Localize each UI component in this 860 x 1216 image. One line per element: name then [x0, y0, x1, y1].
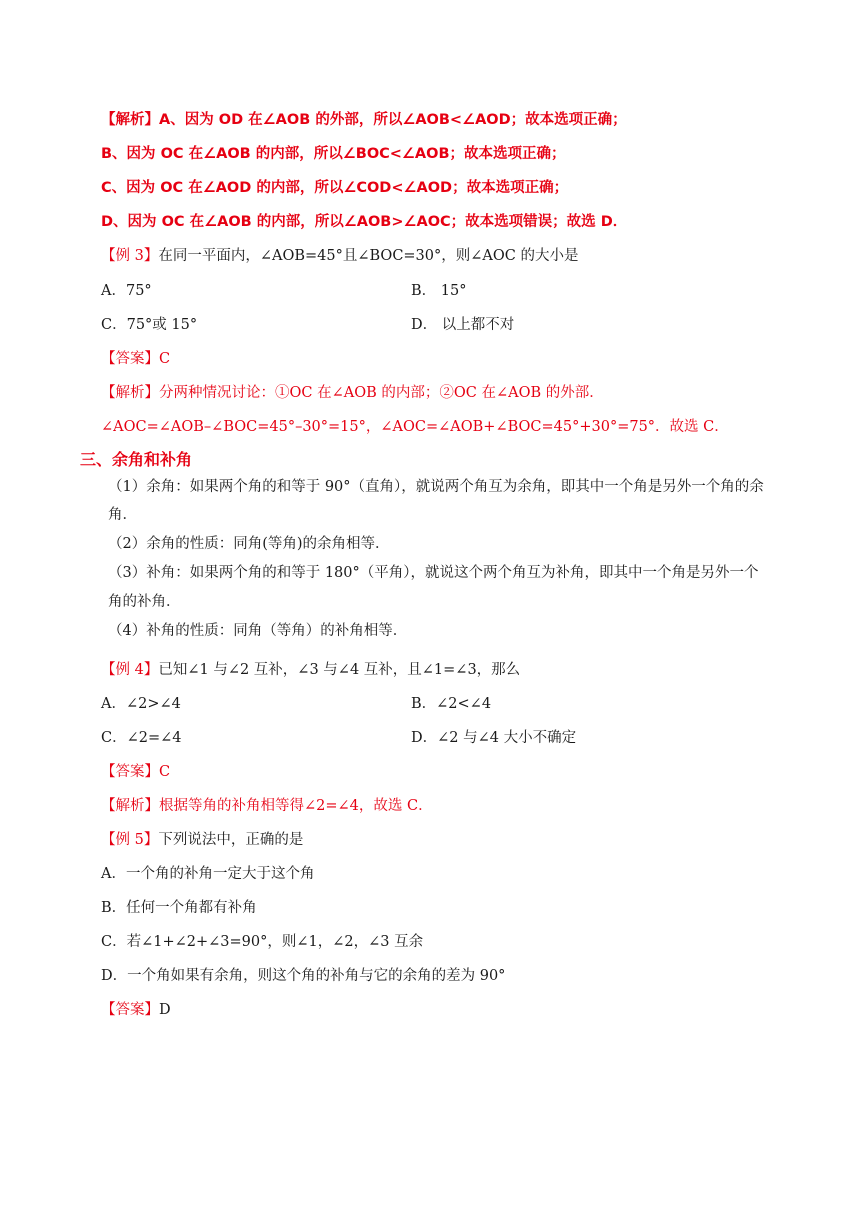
example-4-analysis-tag: 【解析】 [101, 798, 159, 814]
example-5-option-b: B．任何一个角都有补角 [101, 900, 257, 916]
example-4-answer [101, 762, 170, 782]
example-4-analysis-text: 根据等角的补角相等得∠2=∠4，故选 C． [159, 798, 433, 814]
example-3-option-a: A．75° [101, 283, 152, 299]
example-3-option-b: B． 15° [411, 283, 467, 299]
example-3-option-c: C．75°或 15° [101, 317, 198, 333]
example-4-answer-tag: 【答案】 [101, 764, 159, 780]
example-4-question [101, 660, 520, 680]
example-5-question [101, 830, 303, 850]
section-para-3a: （3）补角：如果两个角的和等于 180°（平角），就说这个两个角互为补角，即其中一个角是另外一个 [108, 565, 759, 581]
example-5-text: 下列说法中，正确的是 [158, 832, 304, 848]
example-4-option-d: D．∠2 与∠4 大小不确定 [411, 730, 577, 746]
example-3-question [101, 246, 578, 266]
example-3-analysis-2: ∠AOC=∠AOB–∠BOC=45°–30°=15°，∠AOC=∠AOB+∠BOC=45°+30°=75°．故选 C． [101, 419, 729, 435]
example-3-text: 在同一平面内，∠AOB=45°且∠BOC=30°，则∠AOC 的大小是 [158, 248, 579, 264]
example-5-tag: 【例 5】 [101, 832, 159, 848]
prev-analysis-line-3: C、因为 OC 在∠AOD 的内部，所以∠COD<∠AOD；故本选项正确； [101, 180, 569, 196]
example-3-answer-value: C [159, 351, 171, 367]
example-5-option-c: C．若∠1+∠2+∠3=90°，则∠1，∠2，∠3 互余 [101, 934, 424, 950]
example-3-answer [101, 349, 170, 369]
example-5-option-a: A．一个角的补角一定大于这个角 [101, 866, 315, 882]
example-5-option-d: D．一个角如果有余角，则这个角的补角与它的余角的差为 90° [101, 968, 506, 984]
section-para-1a: （1）余角：如果两个角的和等于 90°（直角），就说两个角互为余角，即其中一个角是另外一个角的余 [108, 479, 764, 495]
example-4-answer-value: C [159, 764, 171, 780]
example-3-analysis [101, 383, 604, 403]
prev-analysis-line-2: B、因为 OC 在∠AOB 的内部，所以∠BOC<∠AOB；故本选项正确； [101, 146, 566, 162]
section-para-3b: 角的补角． [108, 594, 181, 610]
section-para-2: （2）余角的性质：同角(等角)的余角相等． [108, 536, 390, 552]
example-4-text: 已知∠1 与∠2 互补，∠3 与∠4 互补，且∠1=∠3，那么 [158, 662, 521, 678]
example-5-answer-value: D [159, 1002, 171, 1018]
example-3-analysis-tag: 【解析】 [101, 385, 159, 401]
example-3-tag: 【例 3】 [101, 248, 159, 264]
example-4-option-a: A．∠2>∠4 [101, 696, 181, 712]
prev-analysis-line-4: D、因为 OC 在∠AOB 的内部，所以∠AOB>∠AOC；故本选项错误；故选 D． [101, 214, 628, 230]
section-para-4: （4）补角的性质：同角（等角）的补角相等． [108, 623, 408, 639]
prev-analysis-line-1: 【解析】A、因为 OD 在∠AOB 的外部，所以∠AOB<∠AOD；故本选项正确； [101, 112, 627, 128]
example-3-answer-tag: 【答案】 [101, 351, 159, 367]
section-para-1b: 角． [108, 507, 137, 523]
section-heading: 三、余角和补角 [80, 450, 193, 469]
example-4-tag: 【例 4】 [101, 662, 159, 678]
example-4-analysis [101, 796, 433, 816]
example-3-analysis-text: 分两种情况讨论：①OC 在∠AOB 的内部；②OC 在∠AOB 的外部． [159, 385, 604, 401]
example-5-answer-tag: 【答案】 [101, 1002, 159, 1018]
example-4-option-b: B．∠2<∠4 [411, 696, 492, 712]
example-4-option-c: C．∠2=∠4 [101, 730, 182, 746]
example-3-option-d: D． 以上都不对 [411, 317, 515, 333]
example-5-answer [101, 1000, 171, 1020]
